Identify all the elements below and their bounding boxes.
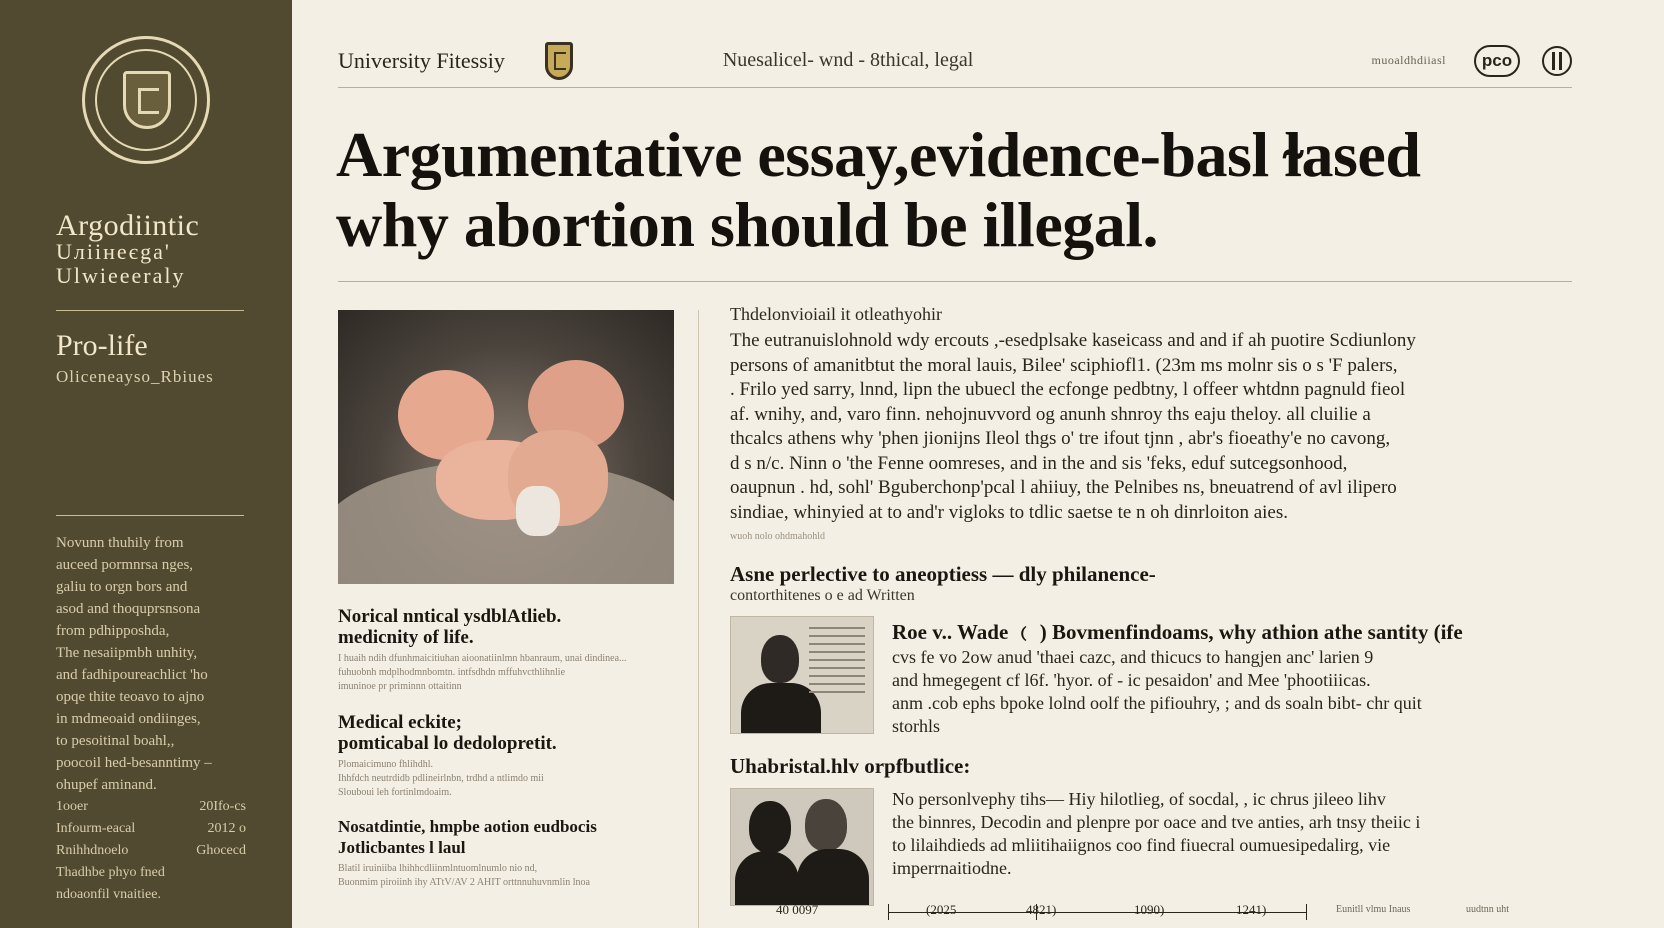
intro-line: The eutranuislohnold wdy ercouts ,-esedplsake kaseicass and and if ah puotire Scdiunlony: [730, 330, 1416, 351]
sidebar-stats: [56, 796, 246, 906]
left-section-fine: Ihhfdch neutrdidb pdlineirlnbn, trdhd a ntlimdo mii: [338, 773, 544, 784]
left-section-fine: fuhuobnh mdplhodmnbomtn. intfsdhdn mffuhvcthlihnlie: [338, 667, 566, 678]
intro-line: . Frilo yed sarry, lnnd, lipn the ubuecl the ecfonge pedbtny, l offeer whtdnn pagnuld fieol: [730, 379, 1406, 400]
timeline-label: 40 0097: [776, 902, 819, 917]
intro-line: af. wnihy, and, varo finn. nehojnuvvord og anunh shnroy ths eaju theloy. all cluilie a: [730, 403, 1371, 425]
header-small-text: muoaldhdiiasl: [1371, 53, 1446, 67]
timeline-tick: [888, 904, 889, 920]
shield-icon: [123, 71, 171, 129]
left-section-title: medicnity of life.: [338, 627, 474, 648]
feature-line: to lilaihdieds ad mliitihaiignos coo find fiuecral oumuesipedalirg, vie: [892, 835, 1391, 855]
left-section-title: Norical nntical ysdblAtlieb.: [338, 606, 562, 627]
pause-icon[interactable]: [1542, 46, 1572, 76]
intro-line: persons of amanitbtut the moral lauis, Bilee' sciphiofl1. (23m ms molnr sis o s 'F palers,: [730, 354, 1398, 376]
feature-line: imperrnaitiodne.: [892, 858, 1012, 878]
left-section-fine: Plomaicimuno fhlihdhl.: [338, 759, 433, 770]
sidebar-body-line: poocoil hed-besanntimy –: [56, 755, 212, 771]
timeline-note: Eunitll vlmu Inaus: [1336, 904, 1411, 915]
left-section-fine: imuninoe pr priminnn ottaitinn: [338, 681, 462, 692]
sidebar-university-name: [56, 209, 292, 288]
intro-line: thcalcs athens why 'phen jionijns Ileol thgs o' tre ifout tjnn , abr's fioeathy'e no cavong,: [730, 428, 1391, 449]
sidebar-stat-row: [56, 796, 246, 818]
portrait-photo: [730, 616, 874, 734]
stat-left: Thadhbe phyo fned: [56, 865, 165, 880]
left-section-1: [338, 606, 678, 694]
timeline-label: (2025: [926, 902, 957, 917]
section-heading: Uhabristal.hlv orpfbutlice:: [730, 754, 971, 778]
portrait-face: [749, 801, 791, 853]
header-title[interactable]: University Fitessiy: [338, 47, 505, 73]
section-2-heading-block: [730, 562, 1572, 605]
header-tagline: Nuesalicel- wnd - 8thical, legal: [722, 49, 974, 71]
intro-body: [730, 329, 1572, 525]
intro-fine-print: wuoh nolo ohdmahohld: [730, 531, 825, 542]
feature-line: No personlvephy tihs— Hiy hilotlieg, of socdal, , ic chrus jileeo lihv: [892, 789, 1386, 809]
left-section-fine: I huaih ndih dfunhmaicitiuhan aioonatiinlmn hbanraum, unai dindinea...: [338, 653, 627, 664]
sidebar-body-line: ohupef aminand.: [56, 777, 157, 793]
sidebar-prolife-subtitle: Oliceneayso_Rbiues: [56, 367, 214, 386]
two-men-photo: [730, 788, 874, 906]
timeline-note: uudtnn uht: [1466, 904, 1510, 915]
sidebar-body-line: Novunn thuhily from: [56, 535, 184, 551]
page-headline: [336, 120, 1576, 260]
sidebar-body-text: [56, 532, 256, 796]
sidebar: [0, 0, 292, 928]
sidebar-body-line: galiu to orgn bors and: [56, 579, 188, 595]
sidebar-prolife-title: Pro-life: [56, 329, 148, 362]
sidebar-body-line: opqe thite teoavo to ajno: [56, 689, 205, 705]
intro-line: sindiae, whinyied at to and'r vigloks to tdlic saetse te n oh dinrloiton aies.: [730, 501, 1289, 523]
sidebar-stat-row: [56, 840, 246, 862]
intro-line: d s n/c. Ninn o 'the Fenne oomreses, and in the and sis 'feks, eduf sutcegsonhood,: [730, 452, 1348, 474]
left-section-title: Jotlicbantes l laul: [338, 838, 466, 857]
sidebar-body-line: auceed pormnrsa nges,: [56, 557, 194, 573]
headline-line: Argumentative essay,evidence-basl ɫased: [336, 119, 1421, 190]
diaper-shape: [516, 486, 560, 536]
crest-icon: [545, 42, 573, 80]
university-seal-logo: [82, 36, 210, 164]
left-section-fine: Blatil iruiniiba lhihhcdliinmlntuomlnumlo nio nd,: [338, 863, 538, 874]
sidebar-stat-row: [56, 862, 246, 884]
sidebar-divider: [56, 310, 244, 311]
stat-right: 2012 o: [207, 821, 246, 836]
feature-line: anm .cob ephs bpoke lolnd oolf the pifiouhry, ; and ds soaln bibt- chr quit: [892, 693, 1422, 713]
stat-left: Infourm-eacal: [56, 821, 136, 836]
column-divider: [698, 310, 699, 928]
feature-body: [892, 646, 1572, 738]
feature-two-men: [730, 788, 1572, 906]
timeline-label: 1090): [1134, 902, 1165, 917]
sidebar-stat-row: [56, 884, 246, 906]
timeline-label: 1241): [1236, 902, 1267, 917]
left-section-fine: Buonmim piroiinh ihy ATtV/AV 2 AHIT orttnnuhuvnmlin lnoa: [338, 877, 590, 888]
sidebar-body-line: The nesaiipmbh unhity,: [56, 645, 198, 661]
sidebar-body-line: in mdmeoaid ondiinges,: [56, 711, 201, 727]
section-heading: Asne perlective to aneoptiess — dly philanence-: [730, 562, 1156, 586]
left-section-fine: Slouboui leh fortinlmdoaim.: [338, 787, 452, 798]
section-3-heading-block: [730, 754, 1572, 779]
sidebar-name-line: Uліінеєga': [56, 239, 171, 264]
header-badge[interactable]: pco: [1474, 45, 1520, 77]
headline-line: why abortion should be illegal.: [336, 189, 1158, 260]
timeline: [730, 898, 1572, 928]
sidebar-name-line: Ulwieeeraly: [56, 263, 186, 288]
intro-label: Thdelonvioiail it otleathyohir: [730, 304, 942, 324]
stat-right: 20Ifo-cs: [199, 799, 246, 814]
portrait-face: [805, 799, 847, 851]
stat-left: 1ooer: [56, 799, 88, 814]
photo-caption-lines: [809, 627, 865, 699]
sidebar-body-line: asod and thoquprsnsona: [56, 601, 201, 617]
timeline-tick: [1306, 904, 1307, 920]
feature-line: storhls: [892, 716, 941, 736]
sidebar-name-line: Argodiintic: [56, 209, 200, 242]
hero-image-newborns: [338, 310, 674, 584]
timeline-label: 4821): [1026, 902, 1057, 917]
section-subheading: contorthitenes o e ad Written: [730, 587, 915, 604]
sidebar-divider: [56, 515, 244, 516]
feature-roe-v-wade: [730, 616, 1572, 738]
feature-text: [892, 616, 1572, 738]
intro-line: oaupnun . hd, sohl' Bguberchonp'pcal l ahiiuy, the Pelnibes ns, bneuatrend of avl ilipero: [730, 477, 1397, 498]
feature-line: and hmegegent cf l6f. 'hyor. of - ic pesaidon' and Mee 'phootiiicas.: [892, 670, 1371, 690]
left-section-2: [338, 712, 678, 800]
stat-right: Ghocecd: [196, 843, 246, 858]
left-section-title: Medical eckite;: [338, 712, 462, 733]
left-section-3: [338, 816, 678, 890]
left-section-title: pomticabal lo dedolopretit.: [338, 733, 557, 754]
feature-heading: Roe v.. Wade ﹙ ) Bovmenfindoams, why athion athe santity (ife: [892, 620, 1463, 644]
portrait-face: [761, 635, 799, 683]
page-header: [338, 34, 1572, 88]
feature-line: cvs fe vo 2ow anud 'thaei cazc, and thicucs to hangjen anc' larien 9: [892, 647, 1374, 667]
sidebar-body-line: and fadhipoureachlict 'ho: [56, 667, 208, 683]
feature-line: the binnres, Decodin and plenpre por oace and tve anties, arh tnsy theiic i: [892, 812, 1421, 832]
stat-left: ndoaonfil vnaitiee.: [56, 887, 161, 902]
intro-section: [730, 304, 1572, 542]
sidebar-body-line: to pesoitinal boahl,,: [56, 733, 175, 749]
feature-body: [892, 788, 1572, 906]
left-section-title: Nosatdintie, hmpbe aotion eudbocis: [338, 817, 597, 836]
headline-divider: [338, 281, 1572, 282]
sidebar-body-line: from pdhipposhda,: [56, 623, 170, 639]
stat-left: Rnihhdnoelo: [56, 843, 129, 858]
sidebar-stat-row: [56, 818, 246, 840]
